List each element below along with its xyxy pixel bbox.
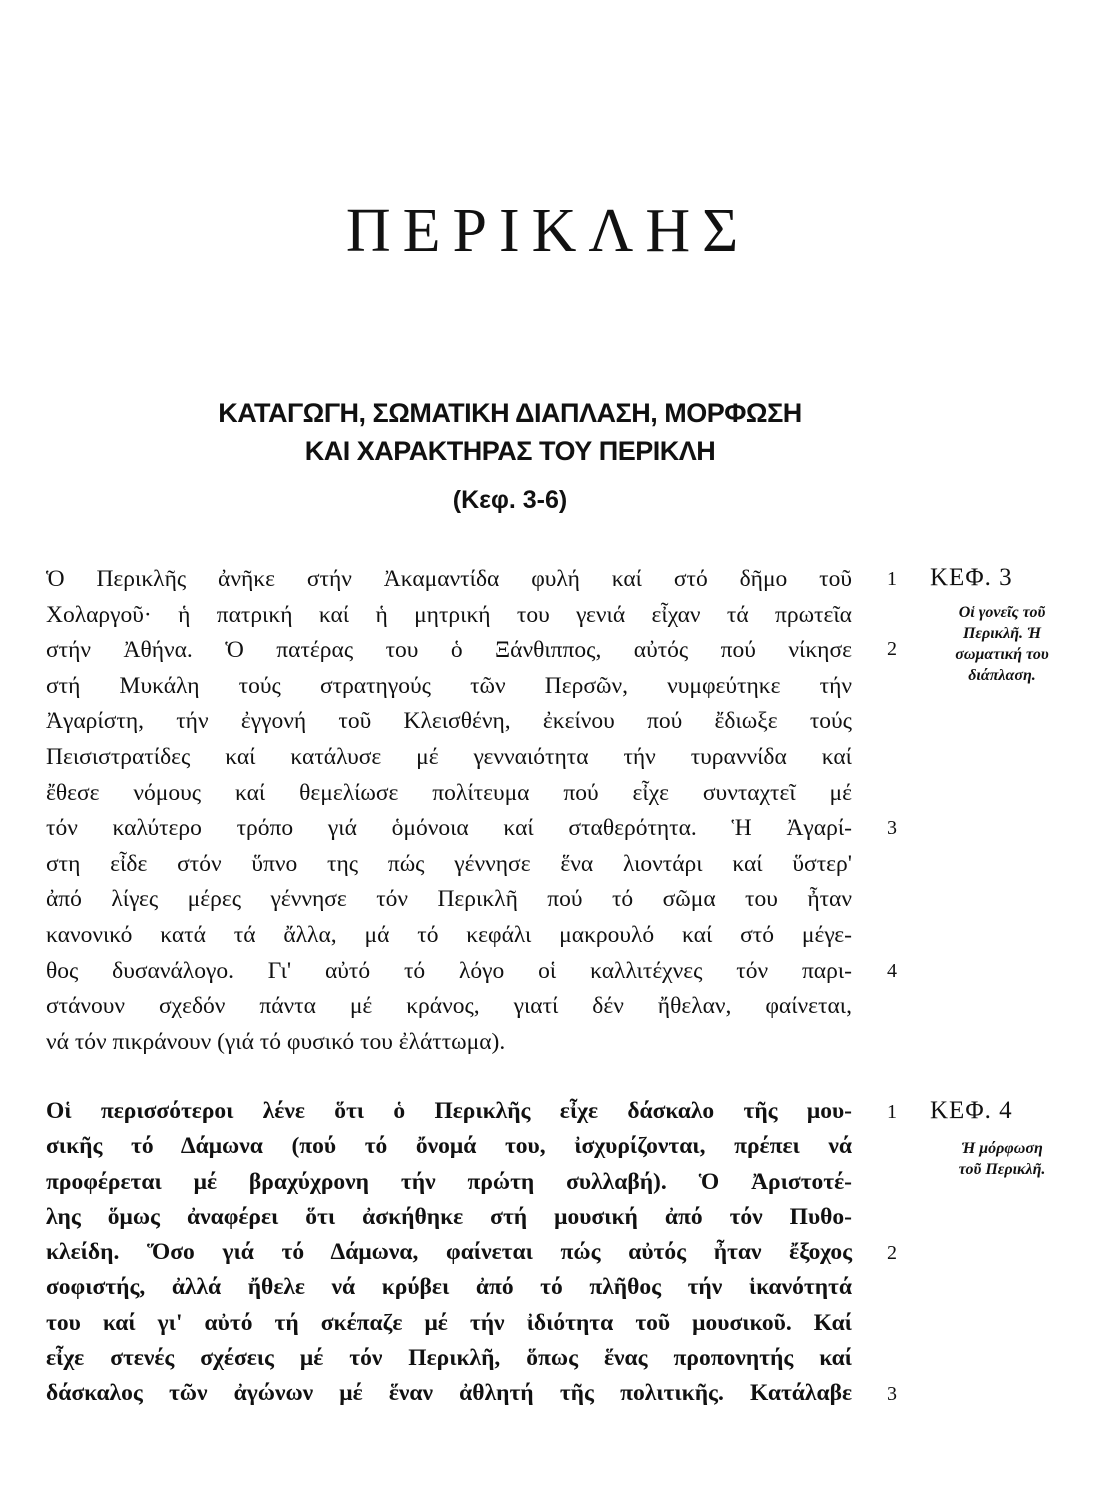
paragraph-marker: 2 — [887, 638, 897, 660]
text-line: δάσκαλος τῶν ἀγώνων μέ ἕναν ἀθλητή τῆς πολιτικῆς. Κατάλαβε — [46, 1380, 852, 1407]
paragraph-marker: 1 — [887, 568, 897, 590]
text-line: του καί γι' αὐτό τή σκέπαζε μέ τήν ἰδιότητα τοῦ μουσικοῦ. Καί — [46, 1309, 852, 1336]
text-line: Χολαργοῦ· ἡ πατρική καί ἡ μητρική του γενιά εἶχαν τά πρωτεῖα — [46, 601, 852, 628]
margin-note-line: τοῦ Περικλῆ. — [958, 1161, 1046, 1178]
paragraph-marker: 1 — [887, 1101, 897, 1123]
text-line: λης ὅμως ἀναφέρει ὅτι ἀσκήθηκε στή μουσική ἀπό τόν Πυθο- — [46, 1203, 852, 1230]
paragraph-marker: 2 — [887, 1242, 897, 1264]
margin-note-line: διάπλαση. — [968, 667, 1036, 684]
text-line: στάνουν σχεδόν πάντα μέ κράνος, γιατί δέν ἤθελαν, φαίνεται, — [46, 993, 852, 1020]
text-line: Ἀγαρίστη, τήν ἐγγονή τοῦ Κλεισθένη, ἐκείνου πού ἔδιωξε τούς — [46, 708, 852, 735]
text-line: κλείδη. Ὅσο γιά τό Δάμωνα, φαίνεται πώς αὐτός ἦταν ἔξοχος — [46, 1239, 852, 1266]
text-line: στη εἶδε στόν ὕπνο της πώς γέννησε ἕνα λιοντάρι καί ὕστερ' — [46, 850, 852, 877]
page-title: ΠΕΡΙΚΛΗΣ — [345, 197, 751, 265]
chapter-3-text — [46, 562, 852, 1060]
text-line: Πεισιστρατίδες καί κατάλυσε μέ γενναιότητα τήν τυραννίδα καί — [46, 743, 852, 770]
text-line: στήν Ἀθήνα. Ὁ πατέρας του ὁ Ξάνθιππος, αὐτός πού νίκησε — [46, 637, 852, 664]
margin-note-line: Περικλῆ. Ἡ — [962, 625, 1042, 642]
text-line: ἀπό λίγες μέρες γέννησε τόν Περικλῆ πού τό σῶμα του ἦταν — [46, 886, 852, 913]
text-line: σοφιστής, ἀλλά ἤθελε νά κρύβει ἀπό τό πλῆθος τήν ἱκανότητά — [46, 1274, 852, 1301]
paragraph-marker: 4 — [887, 960, 897, 982]
text-line: Ὁ Περικλῆς ἀνῆκε στήν Ἀκαμαντίδα φυλή καί στό δῆμο τοῦ — [46, 566, 852, 592]
text-line: τόν καλύτερο τρόπο γιά ὁμόνοια καί σταθερότητα. Ἡ Ἀγαρί- — [46, 815, 852, 842]
text-line: θος δυσανάλογο. Γι' αὐτό τό λόγο οἱ καλλιτέχνες τόν παρι- — [46, 957, 852, 984]
chapter-4-text — [46, 1094, 852, 1412]
text-line: νά τόν πικράνουν (γιά τό φυσικό του ἐλάττωμα). — [46, 1028, 506, 1055]
section-heading-line-2: ΚΑΙ ΧΑΡΑΚΤΗΡΑΣ ΤΟΥ ΠΕΡΙΚΛΗ — [304, 436, 716, 466]
text-line: ἔθεσε νόμους καί θεμελίωσε πολίτευμα πού εἶχε συνταχτεῖ μέ — [46, 779, 852, 806]
paragraph-marker: 3 — [887, 817, 897, 839]
chapter-3-margin-note — [927, 602, 1077, 686]
chapter-range: (Κεφ. 3-6) — [452, 486, 568, 514]
chapter-4-margin-note — [927, 1138, 1077, 1180]
text-line: στή Μυκάλη τούς στρατηγούς τῶν Περσῶν, νυμφεύτηκε τήν — [46, 672, 852, 699]
paragraph-marker: 3 — [887, 1383, 897, 1405]
margin-note-line: Οἱ γονεῖς τοῦ — [958, 604, 1046, 621]
chapter-3-label: ΚΕΦ. 3 — [930, 564, 1013, 591]
text-line: κανονικό κατά τά ἄλλα, μά τό κεφάλι μακρουλό καί στό μέγε- — [46, 921, 852, 948]
text-line: εἶχε στενές σχέσεις μέ τόν Περικλῆ, ὅπως ἕνας προπονητής καί — [46, 1345, 852, 1372]
text-line: προφέρεται μέ βραχύχρονη τήν πρώτη συλλαβή). Ὁ Ἀριστοτέ- — [46, 1168, 852, 1195]
text-line: Οἱ περισσότεροι λένε ὅτι ὁ Περικλῆς εἶχε δάσκαλο τῆς μου- — [46, 1098, 852, 1124]
chapter-4-label: ΚΕΦ. 4 — [930, 1097, 1013, 1124]
section-heading-line-1: ΚΑΤΑΓΩΓΗ, ΣΩΜΑΤΙΚΗ ΔΙΑΠΛΑΣΗ, ΜΟΡΦΩΣΗ — [218, 398, 802, 428]
margin-note-line: Ἡ μόρφωση — [961, 1140, 1043, 1157]
text-line: σικῆς τό Δάμωνα (πού τό ὄνομά του, ἰσχυρίζονται, πρέπει νά — [46, 1133, 852, 1160]
margin-note-line: σωματική του — [955, 646, 1049, 663]
